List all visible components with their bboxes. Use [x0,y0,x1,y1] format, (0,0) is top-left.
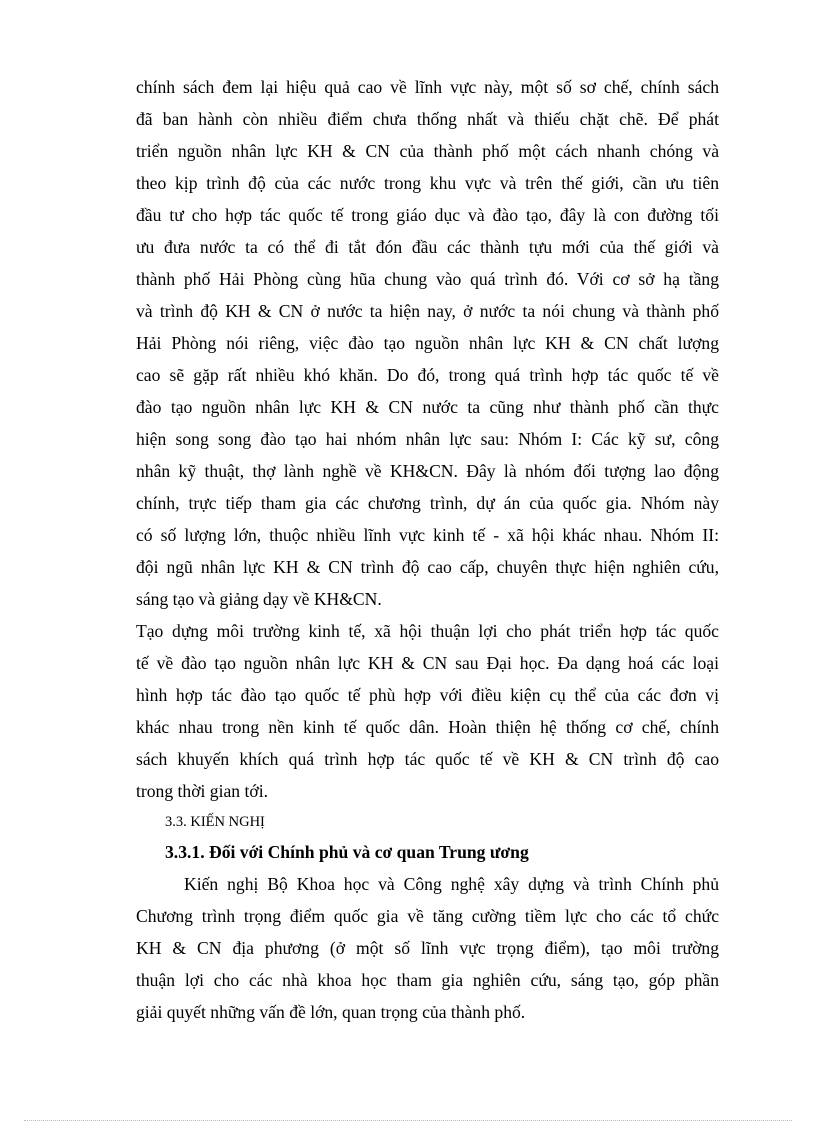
text-line: thành phố Hải Phòng cùng hũa chung vào quá trình đó. Với cơ sở hạ tầng [136,269,719,289]
text-line: chính, trực tiếp tham gia các chương trình, dự án của quốc gia. Nhóm này [136,493,719,513]
paragraph-2 [136,615,719,807]
text-line: đội ngũ nhân lực KH & CN trình độ cao cấp, chuyên thực hiện nghiên cứu, [136,557,719,577]
text-line: đã ban hành còn nhiều điểm chưa thống nhất và thiếu chặt chẽ. Để phát [136,109,719,129]
text-line: KH & CN địa phương (ở một số lĩnh vực trọng điểm), tạo môi trường [136,938,719,958]
text-line: tế về đào tạo nguồn nhân lực KH & CN sau Đại học. Đa dạng hoá các loại [136,653,719,673]
text-line: triển nguồn nhân lực KH & CN của thành phố một cách nhanh chóng và [136,141,719,161]
text-line: sáng tạo và giảng dạy về KH&CN. [136,589,382,609]
text-line: và trình độ KH & CN ở nước ta hiện nay, ở nước ta nói chung và thành phố [136,301,719,321]
text-line: Chương trình trọng điểm quốc gia về tăng cường tiềm lực cho các tổ chức [136,906,719,926]
text-line: trong thời gian tới. [136,781,268,801]
text-line: chính sách đem lại hiệu quả cao về lĩnh vực này, một số sơ chế, chính sách [136,77,719,97]
text-line: thuận lợi cho các nhà khoa học tham gia nghiên cứu, sáng tạo, góp phần [136,970,719,990]
paragraph-3 [136,868,719,1028]
text-line: Kiến nghị Bộ Khoa học và Công nghệ xây dựng và trình Chính phủ [184,874,719,894]
text-line: sách khuyến khích quá trình hợp tác quốc tế về KH & CN trình độ cao [136,749,719,769]
page-bottom-divider [24,1120,792,1121]
text-line: hình hợp tác đào tạo quốc tế phù hợp với điều kiện cụ thể của các đơn vị [136,685,719,705]
text-line: nhân kỹ thuật, thợ lành nghề về KH&CN. Đây là nhóm đối tượng lao động [136,461,719,481]
document-page [136,71,719,1028]
subsection-heading: 3.3.1. Đối với Chính phủ và cơ quan Trung ương [165,842,529,862]
text-line: giải quyết những vấn đề lớn, quan trọng của thành phố. [136,1002,526,1022]
section-heading: 3.3. KIẾN NGHỊ [165,814,265,830]
text-line: ưu đưa nước ta có thể đi tắt đón đầu các thành tựu mới của thế giới và [136,237,719,257]
text-line: có số lượng lớn, thuộc nhiều lĩnh vực kinh tế - xã hội khác nhau. Nhóm II: [136,525,719,545]
text-line: theo kịp trình độ của các nước trong khu vực và trên thế giới, cần ưu tiên [136,173,719,193]
text-line: Hải Phòng nói riêng, việc đào tạo nguồn nhân lực KH & CN chất lượng [136,333,719,353]
text-line: khác nhau trong nền kinh tế quốc dân. Hoàn thiện hệ thống cơ chế, chính [136,717,719,737]
text-line: Tạo dựng môi trường kinh tế, xã hội thuận lợi cho phát triển hợp tác quốc [136,621,719,641]
text-line: đào tạo nguồn nhân lực KH & CN nước ta cũng như thành phố cần thực [136,397,719,417]
text-line: hiện song song đào tạo hai nhóm nhân lực sau: Nhóm I: Các kỹ sư, công [136,429,719,449]
paragraph-1 [136,71,719,615]
text-line: cao sẽ gặp rất nhiều khó khăn. Do đó, trong quá trình hợp tác quốc tế về [136,365,719,385]
text-line: đầu tư cho hợp tác quốc tế trong giáo dục và đào tạo, đây là con đường tối [136,205,719,225]
